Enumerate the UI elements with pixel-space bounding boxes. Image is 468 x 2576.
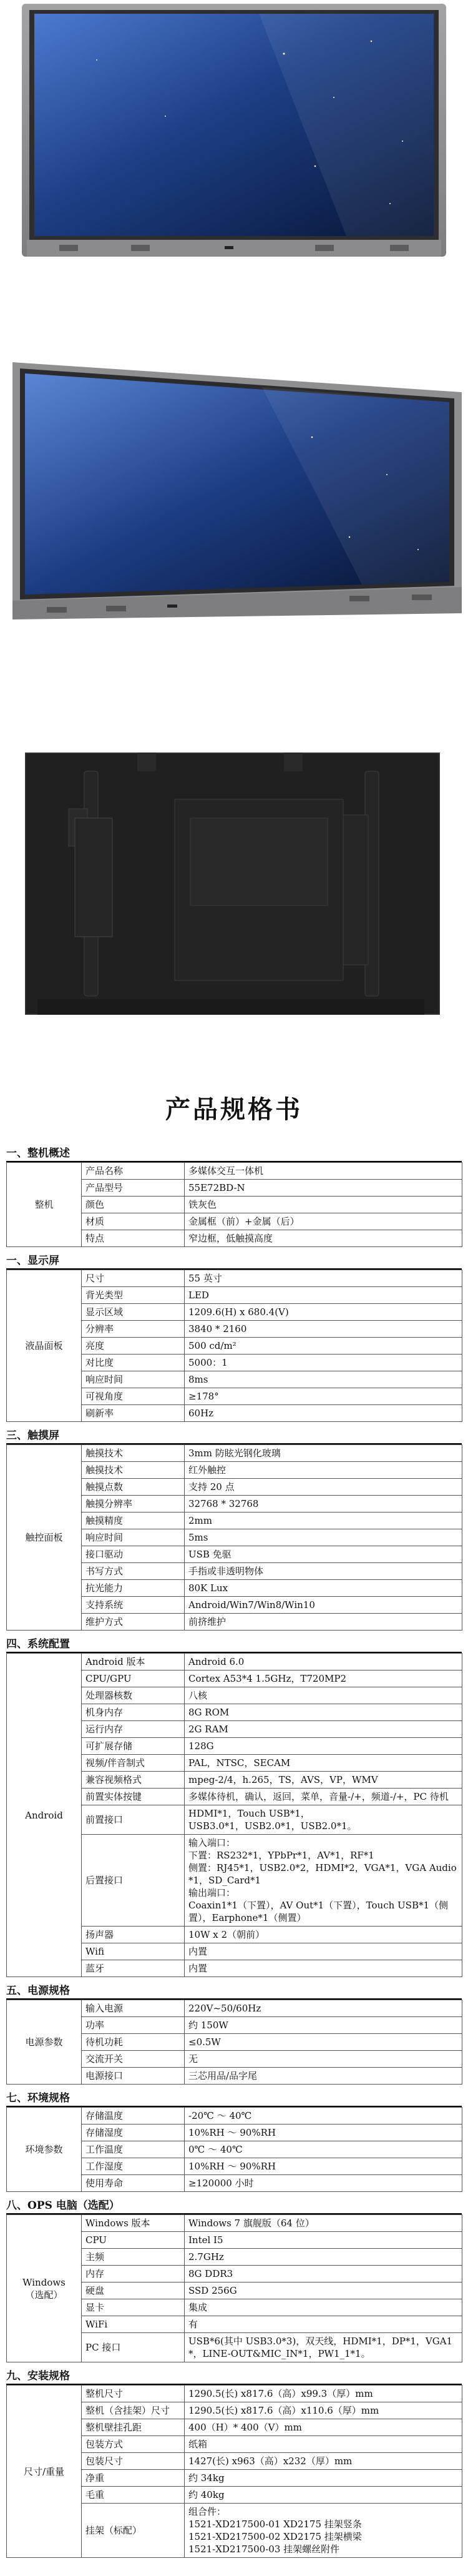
spec-key: 可扩展存储: [82, 1738, 185, 1755]
spec-value: 支持 20 点: [185, 1479, 462, 1496]
spec-key: 挂架（标配）: [82, 2504, 185, 2558]
spec-value: 10%RH ～ 90%RH: [185, 2124, 462, 2141]
spec-key: 使用寿命: [82, 2175, 185, 2192]
spec-value: 窄边框，低触摸高度: [185, 1230, 462, 1247]
spec-group-label: Windows （选配）: [7, 2215, 82, 2362]
spec-value: HDMI*1，Touch USB*1， USB3.0*1，USB2.0*1，USB2.0*1。: [185, 1805, 462, 1835]
spec-value: 1290.5(长) x817.6（高）x99.3（厚）mm: [185, 2386, 462, 2402]
spec-value: 8G DDR3: [185, 2266, 462, 2282]
spec-value: 多媒体交互一体机: [185, 1163, 462, 1180]
spec-group-label: 环境参数: [7, 2108, 82, 2192]
spec-value: 前挤维护: [185, 1614, 462, 1631]
spec-table: [6, 1653, 462, 1977]
spec-key: 尺寸: [82, 1270, 185, 1287]
spec-value: 红外触控: [185, 1462, 462, 1479]
spec-value: 无: [185, 2051, 462, 2068]
spec-key: 视频/伴音制式: [82, 1755, 185, 1772]
spec-key: 触摸点数: [82, 1479, 185, 1496]
spec-key: 触摸技术: [82, 1445, 185, 1462]
spec-key: 亮度: [82, 1338, 185, 1355]
spec-row: [7, 1654, 462, 1670]
spec-table: [6, 1162, 462, 1247]
spec-value: SSD 256G: [185, 2282, 462, 2299]
section-title: 九、安装规格: [6, 2370, 70, 2382]
spec-key: 触摸精度: [82, 1513, 185, 1529]
spec-value: 10%RH ～ 90%RH: [185, 2158, 462, 2175]
spec-table: [6, 2000, 462, 2085]
spec-value: 55E72BD-N: [185, 1180, 462, 1197]
spec-key: Wifi: [82, 1943, 185, 1960]
spec-table: [6, 2107, 462, 2192]
spec-key: 扬声器: [82, 1927, 185, 1943]
section-title: 八、OPS 电脑（选配）: [6, 2199, 120, 2212]
spec-key: Android 版本: [82, 1654, 185, 1670]
spec-value: ≥120000 小时: [185, 2175, 462, 2192]
spec-key: 颜色: [82, 1197, 185, 1213]
spec-key: 硬盘: [82, 2282, 185, 2299]
spec-value: 八核: [185, 1687, 462, 1704]
spec-value: 2mm: [185, 1513, 462, 1529]
spec-key: 抗光能力: [82, 1580, 185, 1597]
spec-key: 触摸技术: [82, 1462, 185, 1479]
spec-key: 机身内存: [82, 1704, 185, 1721]
spec-group-label: 触控面板: [7, 1445, 82, 1631]
spec-key: 整机（含挂架）尺寸: [82, 2402, 185, 2419]
spec-key: 交流开关: [82, 2051, 185, 2068]
spec-value: Windows 7 旗舰版（64 位）: [185, 2215, 462, 2232]
spec-group-label: 整机: [7, 1163, 82, 1247]
spec-row: [7, 2000, 462, 2017]
spec-key: 显示区域: [82, 1304, 185, 1321]
spec-key: 主频: [82, 2249, 185, 2266]
spec-value: -20℃ ～ 40℃: [185, 2108, 462, 2124]
spec-row: [7, 1163, 462, 1180]
spec-key: 包装尺寸: [82, 2453, 185, 2470]
spec-value: 2.7GHz: [185, 2249, 462, 2266]
spec-key: 功率: [82, 2017, 185, 2034]
spec-value: 8G ROM: [185, 1704, 462, 1721]
spec-key: 待机功耗: [82, 2034, 185, 2051]
spec-key: 分辨率: [82, 1321, 185, 1338]
spec-value: 500 cd/m²: [185, 1338, 462, 1355]
spec-value: 128G: [185, 1738, 462, 1755]
spec-row: [7, 2108, 462, 2124]
spec-value: 组合件： 1521-XD217500-01 XD2175 挂架竖条 1521-XD217500-02 XD2175 挂架横梁 1521-XD217500-03 挂架螺丝附件: [185, 2504, 462, 2558]
spec-value: 220V~50/60Hz: [185, 2000, 462, 2017]
spec-table: [6, 2214, 462, 2362]
spec-key: Windows 版本: [82, 2215, 185, 2232]
spec-value: ≤0.5W: [185, 2034, 462, 2051]
spec-value: 约 34kg: [185, 2470, 462, 2487]
section-title: 四、系统配置: [6, 1638, 70, 1651]
spec-key: 后置接口: [82, 1835, 185, 1927]
section-title: 七、环境规格: [6, 2092, 70, 2105]
spec-value: mpeg-2/4，h.265，TS，AVS，VP，WMV: [185, 1772, 462, 1789]
product-angled-image: [12, 362, 462, 631]
spec-value: 3840 * 2160: [185, 1321, 462, 1338]
spec-key: 维护方式: [82, 1614, 185, 1631]
spec-value: Android 6.0: [185, 1654, 462, 1670]
spec-value: 5ms: [185, 1529, 462, 1546]
spec-row: [7, 1445, 462, 1462]
spec-value: 1209.6(H) x 680.4(V): [185, 1304, 462, 1321]
spec-value: Cortex A53*4 1.5GHz，T720MP2: [185, 1670, 462, 1687]
spec-key: 触摸分辨率: [82, 1496, 185, 1513]
spec-key: 材质: [82, 1213, 185, 1230]
spec-value: 金属框（前）+金属（后）: [185, 1213, 462, 1230]
spec-key: CPU: [82, 2232, 185, 2249]
spec-value: 32768 * 32768: [185, 1496, 462, 1513]
spec-value: 2G RAM: [185, 1721, 462, 1738]
spec-table: [6, 2385, 462, 2558]
spec-key: 支持系统: [82, 1597, 185, 1614]
spec-row: [7, 2215, 462, 2232]
spec-key: 存储温度: [82, 2108, 185, 2124]
spec-key: 电源接口: [82, 2068, 185, 2085]
spec-key: 兼容视频格式: [82, 1772, 185, 1789]
spec-value: 手指或非透明物体: [185, 1563, 462, 1580]
spec-table: [6, 1444, 462, 1631]
spec-value: 1427(长) x963（高）x232（厚）mm: [185, 2453, 462, 2470]
spec-key: 显卡: [82, 2299, 185, 2316]
spec-key: 整机壁挂孔距: [82, 2419, 185, 2436]
spec-value: 8ms: [185, 1371, 462, 1388]
product-back-image: [25, 753, 440, 1037]
spec-key: 特点: [82, 1230, 185, 1247]
spec-key: CPU/GPU: [82, 1670, 185, 1687]
spec-value: LED: [185, 1287, 462, 1304]
spec-table: [6, 1270, 462, 1422]
spec-key: 整机尺寸: [82, 2386, 185, 2402]
section-title: 三、触摸屏: [6, 1429, 59, 1442]
spec-key: 净重: [82, 2470, 185, 2487]
spec-key: PC 接口: [82, 2333, 185, 2362]
spec-value: 60Hz: [185, 1405, 462, 1422]
spec-row: [7, 2386, 462, 2402]
spec-value: 集成: [185, 2299, 462, 2316]
spec-value: 0℃ ～ 40℃: [185, 2141, 462, 2158]
spec-key: 运行内存: [82, 1721, 185, 1738]
spec-key: 对比度: [82, 1355, 185, 1371]
spec-value: 55 英寸: [185, 1270, 462, 1287]
spec-value: 1290.5(长) x817.6（高）x110.6（厚）mm: [185, 2402, 462, 2419]
spec-value: 3mm 防眩光钢化玻璃: [185, 1445, 462, 1462]
spec-group-label: 液晶面板: [7, 1270, 82, 1422]
spec-group-label: Android: [7, 1654, 82, 1977]
spec-key: 书写方式: [82, 1563, 185, 1580]
spec-value: ≥178°: [185, 1388, 462, 1405]
spec-value: 约 150W: [185, 2017, 462, 2034]
spec-key: 存储湿度: [82, 2124, 185, 2141]
doc-title: 产品规格书: [165, 1095, 303, 1124]
spec-value: 多媒体待机，确认，返回，菜单，音量-/+，频道-/+，PC 待机: [185, 1789, 462, 1805]
spec-key: 刷新率: [82, 1405, 185, 1422]
spec-value: Intel I5: [185, 2232, 462, 2249]
spec-value: 约 40kg: [185, 2487, 462, 2504]
spec-value: 5000：1: [185, 1355, 462, 1371]
spec-key: 工作湿度: [82, 2158, 185, 2175]
spec-key: 背光类型: [82, 1287, 185, 1304]
spec-value: 内置: [185, 1960, 462, 1977]
spec-key: 前置实体按键: [82, 1789, 185, 1805]
spec-key: 输入电源: [82, 2000, 185, 2017]
spec-value: USB 免驱: [185, 1546, 462, 1563]
spec-value: 三芯用品/品字尾: [185, 2068, 462, 2085]
spec-key: 可视角度: [82, 1388, 185, 1405]
spec-key: 毛重: [82, 2487, 185, 2504]
spec-row: [7, 1270, 462, 1287]
spec-key: 处理器核数: [82, 1687, 185, 1704]
spec-value: 80K Lux: [185, 1580, 462, 1597]
spec-key: 工作温度: [82, 2141, 185, 2158]
spec-group-label: 电源参数: [7, 2000, 82, 2085]
spec-key: 包装方式: [82, 2436, 185, 2453]
spec-value: 内置: [185, 1943, 462, 1960]
spec-key: 响应时间: [82, 1529, 185, 1546]
section-title: 一、显示屏: [6, 1255, 59, 1267]
spec-key: 前置接口: [82, 1805, 185, 1835]
spec-value: PAL，NTSC，SECAM: [185, 1755, 462, 1772]
spec-key: 接口驱动: [82, 1546, 185, 1563]
section-title: 五、电源规格: [6, 1985, 70, 1997]
spec-value: USB*6(其中 USB3.0*3)，双天线，HDMI*1，DP*1，VGA1*，LINE-OUT&MIC_IN*1，PW1_1*1。: [185, 2333, 462, 2362]
spec-key: WiFi: [82, 2316, 185, 2333]
spec-key: 产品名称: [82, 1163, 185, 1180]
section-title: 一、整机概述: [6, 1147, 70, 1160]
spec-key: 响应时间: [82, 1371, 185, 1388]
spec-value: 有: [185, 2316, 462, 2333]
spec-value: 输入端口： 下置：RS232*1，YPbPr*1，AV*1，RF*1 侧置：RJ45*1，USB2.0*2，HDMI*2，VGA*1，VGA Audio*1，SD_Card*1 输出端口： Coaxin1*1（下置），AV Out*1（下置），Touch USB*1（侧置），Earphone*1（侧置）: [185, 1835, 462, 1927]
product-front-image: [22, 4, 446, 282]
spec-value: 纸箱: [185, 2436, 462, 2453]
spec-key: 产品型号: [82, 1180, 185, 1197]
spec-sheet: [6, 1146, 462, 2558]
spec-value: Android/Win7/Win8/Win10: [185, 1597, 462, 1614]
spec-group-label: 尺寸/重量: [7, 2386, 82, 2558]
spec-key: 蓝牙: [82, 1960, 185, 1977]
spec-value: 铁灰色: [185, 1197, 462, 1213]
spec-value: 10W x 2（朝前）: [185, 1927, 462, 1943]
spec-key: 内存: [82, 2266, 185, 2282]
spec-value: 400（H）* 400（V）mm: [185, 2419, 462, 2436]
